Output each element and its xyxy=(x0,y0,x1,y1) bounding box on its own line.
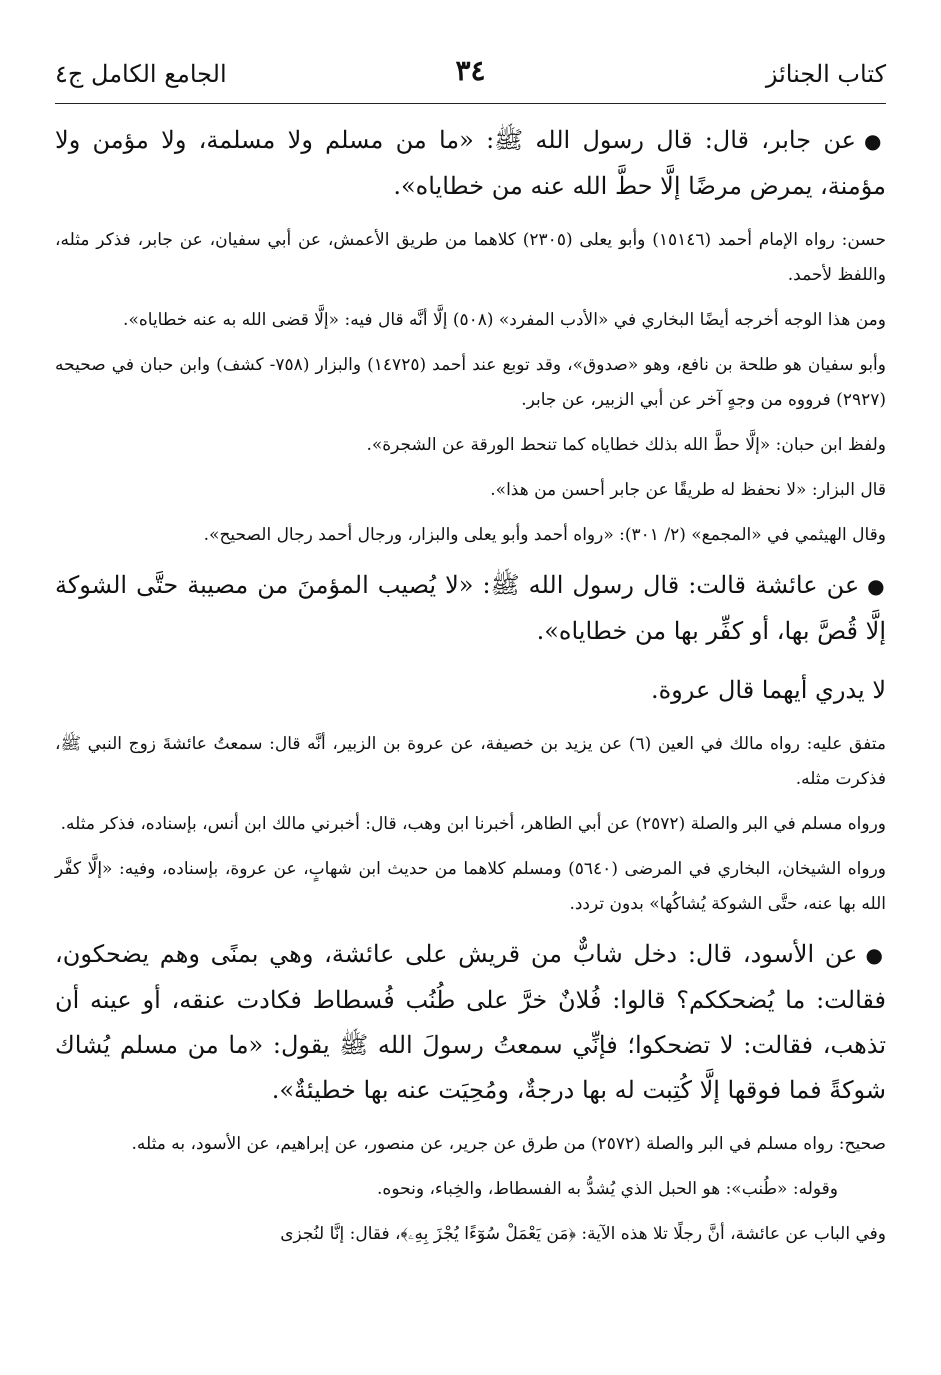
hadith-paragraph xyxy=(55,118,886,209)
paragraph-text: ورواه الشيخان، البخاري في المرضى (٥٦٤٠) ومسلم كلاهما من حديث ابن شهابٍ، عن عروة، بإسناده، وفيه: «إلَّا كفَّر الله بها عنه، حتَّى الشوكة يُشاكُها» بدون تردد. xyxy=(55,859,886,914)
paragraph-text: وقال الهيثمي في «المجمع» (٢/ ٣٠١): «رواه أحمد وأبو يعلى والبزار، ورجال أحمد رجال الصحيح». xyxy=(203,525,886,545)
paragraph-text: ورواه مسلم في البر والصلة (٢٥٧٢) عن أبي الطاهر، أخبرنا ابن وهب، قال: أخبرني مالك ابن أنس، بإسناده، فذكر مثله. xyxy=(60,814,886,834)
hadith-paragraph xyxy=(55,668,886,713)
commentary-paragraph xyxy=(55,473,886,508)
bullet-marker: ● xyxy=(863,129,887,153)
page-number: ٣٤ xyxy=(455,54,486,87)
bullet-marker: ● xyxy=(867,574,887,598)
paragraph-text: ولفظ ابن حبان: «إلَّا حطَّ الله بذلك خطاياه كما تنحط الورقة عن الشجرة». xyxy=(366,435,886,455)
hadith-paragraph xyxy=(55,932,886,1113)
bullet-marker: ● xyxy=(865,943,886,967)
paragraph-text: حسن: رواه الإمام أحمد (١٥١٤٦) وأبو يعلى (٢٣٠٥) كلاهما من طريق الأعمش، عن أبي سفيان، عن جابر، فذكر مثله، واللفظ لأحمد. xyxy=(55,230,886,285)
page-header xyxy=(55,54,886,94)
commentary-paragraph xyxy=(55,727,886,797)
paragraph-text: لا يدري أيهما قال عروة. xyxy=(650,676,886,704)
header-divider xyxy=(55,103,886,104)
hadith-paragraph xyxy=(55,563,886,654)
paragraph-text: صحيح: رواه مسلم في البر والصلة (٢٥٧٢) من طرق عن جرير، عن منصور، عن إبراهيم، عن الأسود، به مثله. xyxy=(131,1134,886,1154)
paragraph-text: عن جابر، قال: قال رسول الله ﷺ: «ما من مسلم ولا مسلمة، ولا مؤمن ولا مؤمنة، يمرض مرضًا إلَّا حطَّ الله عنه من خطاياه». xyxy=(55,126,886,200)
paragraph-text: ومن هذا الوجه أخرجه أيضًا البخاري في «الأدب المفرد» (٥٠٨) إلَّا أنَّه قال فيه: «إلَّا قضى الله به عنه خطاياه». xyxy=(123,310,886,330)
chapter-title: كتاب الجنائز xyxy=(765,60,886,88)
commentary-paragraph xyxy=(55,1127,886,1162)
paragraph-text: وأبو سفيان هو طلحة بن نافع، وهو «صدوق»، وقد توبع عند أحمد (١٤٧٢٥) والبزار (٧٥٨- كشف) وابن حبان في صحيحه (٢٩٢٧) فرووه من وجهٍ آخر عن أبي الزبير، عن جابر. xyxy=(55,355,886,410)
paragraph-text: متفق عليه: رواه مالك في العين (٦) عن يزيد بن خصيفة، عن عروة بن الزبير، أنَّه قال: سمعتُ عائشةَ زوج النبي ﷺ، فذكرت مثله. xyxy=(55,734,886,789)
commentary-paragraph xyxy=(55,1217,886,1252)
commentary-paragraph xyxy=(55,303,886,338)
commentary-paragraph xyxy=(55,428,886,463)
page-body xyxy=(55,118,886,1262)
paragraph-text: قال البزار: «لا نحفظ له طريقًا عن جابر أحسن من هذا». xyxy=(490,480,886,500)
commentary-paragraph xyxy=(55,518,886,553)
paragraph-text: وفي الباب عن عائشة، أنَّ رجلًا تلا هذه الآية: ﴿مَن يَعْمَلْ سُوٓءًا يُجْزَ بِهِۦ﴾، فقال: إنَّا لنُجزى xyxy=(280,1224,886,1244)
paragraph-text: عن عائشة قالت: قال رسول الله ﷺ: «لا يُصيب المؤمنَ من مصيبة حتَّى الشوكة إلَّا قُصَّ بها، أو كفِّر بها من خطاياه». xyxy=(55,571,886,645)
commentary-paragraph xyxy=(55,223,886,293)
commentary-paragraph xyxy=(55,348,886,418)
commentary-paragraph xyxy=(55,807,886,842)
book-title: الجامع الكامل ج٤ xyxy=(55,60,227,88)
paragraph-text: وقوله: «طُنب»: هو الحبل الذي يُشدُّ به الفسطاط، والخِباء، ونحوه. xyxy=(377,1179,838,1199)
paragraph-text: عن الأسود، قال: دخل شابٌّ من قريش على عائشة، وهي بمنًى وهم يضحكون، فقالت: ما يُضحككم؟ قالوا: فُلانٌ خرَّ على طُنُب فُسطاط فكادت عنقه، أو عينه أن تذهب، فقالت: لا تضحكوا؛ فإنِّي سمعتُ رسولَ الله ﷺ يقول: «ما من مسلم يُشاك شوكةً فما فوقها إلَّا كُتِبت له بها درجةٌ، ومُحِيَت عنه بها خطيئةٌ». xyxy=(55,940,887,1104)
commentary-paragraph xyxy=(55,852,886,922)
commentary-paragraph xyxy=(55,1172,886,1207)
